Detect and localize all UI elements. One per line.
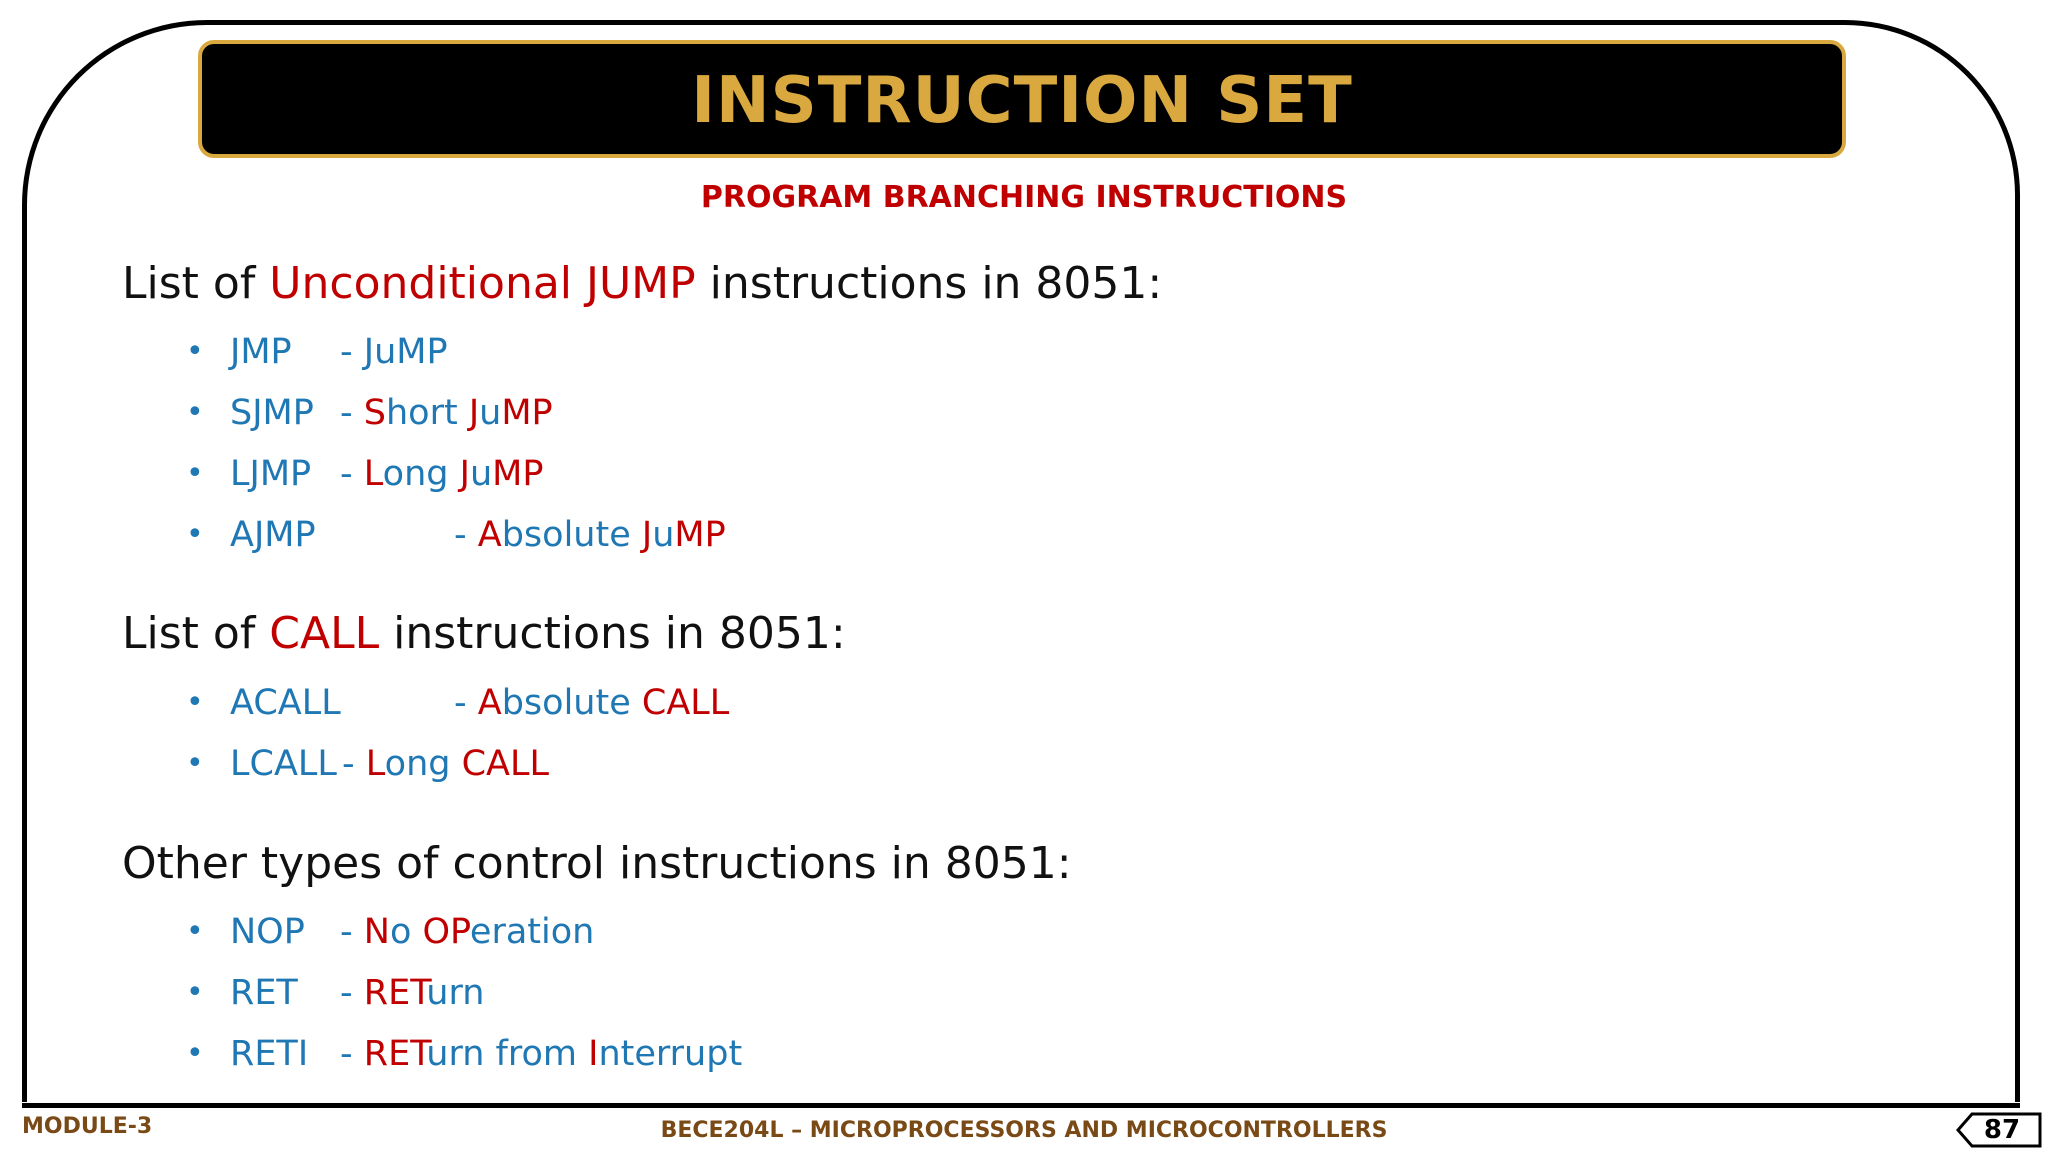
description-segment: bsolute [501,515,642,555]
bullet-icon: • [186,395,204,430]
description-segment: nterrupt [598,1034,743,1074]
heading-suffix: instructions in 8051: [379,608,846,659]
bullet-icon: • [186,456,204,491]
description-segment: - [340,973,364,1013]
description-segment: J [468,393,480,433]
instruction-mnemonic: AJMP [230,515,316,555]
description-segment: J [363,332,375,372]
title-banner [198,40,1846,158]
instruction-mnemonic: LJMP [230,454,312,494]
instruction-mnemonic: RET [230,973,298,1013]
instruction-mnemonic: SJMP [230,393,314,433]
description-segment: - [340,332,364,372]
bullet-icon: • [186,914,204,949]
description-segment: CALL [641,683,730,723]
description-segment: A [477,683,502,723]
bullet-icon: • [186,517,204,552]
slide-subtitle: PROGRAM BRANCHING INSTRUCTIONS [700,180,1348,215]
description-segment: MP [492,454,544,494]
section-heading-unconditional-jump [122,258,1162,309]
description-segment: - [340,454,364,494]
description-segment: N [363,912,390,952]
description-segment: MP [501,393,553,433]
bullet-icon: • [186,1036,204,1071]
heading-suffix: instructions in 8051: [695,258,1163,309]
description-segment: o [389,912,423,952]
description-segment: I [588,1034,599,1074]
instruction-description [340,910,594,954]
section-heading-call [122,608,846,659]
slide-title: INSTRUCTION SET [691,64,1353,138]
heading-prefix: List of [122,608,270,659]
description-segment: - [454,683,478,723]
frame-divider [22,1103,2020,1108]
description-segment: ong [382,454,460,494]
instruction-description [454,681,729,725]
description-segment: ong [384,744,462,784]
description-segment: u [469,454,493,494]
instruction-mnemonic: JMP [230,332,292,372]
instruction-mnemonic: ACALL [230,683,341,723]
description-segment: OP [422,912,470,952]
description-segment: RET [363,973,427,1013]
description-segment: MP [396,332,448,372]
instruction-description [340,391,553,435]
page-number: 87 [1983,1115,2021,1145]
description-segment: J [459,454,470,494]
instruction-description [454,513,726,557]
description-segment: - [340,912,364,952]
description-segment: MP [674,515,726,555]
section-heading-other-control [122,838,1072,889]
footer-module-label: MODULE-3 [22,1114,153,1139]
bullet-icon: • [186,975,204,1010]
description-segment: urn from [426,1034,589,1074]
instruction-description [342,742,549,786]
description-segment: - [340,393,364,433]
instruction-mnemonic: RETI [230,1034,309,1074]
description-segment: hort [385,393,469,433]
description-segment: L [365,744,385,784]
instruction-mnemonic: LCALL [230,744,337,784]
bullet-icon: • [186,334,204,369]
heading-highlight: Unconditional JUMP [269,258,696,309]
footer-course-title: BECE204L – MICROPROCESSORS AND MICROCONTROLLERS [660,1118,1388,1143]
description-segment: u [374,332,397,372]
bullet-icon: • [186,746,204,781]
description-segment: u [479,393,502,433]
description-segment: J [641,515,653,555]
heading-highlight: CALL [269,608,380,659]
description-segment: - [340,1034,364,1074]
instruction-description [340,452,543,496]
instruction-description [340,330,448,374]
description-segment: bsolute [501,683,642,723]
description-segment: S [363,393,386,433]
description-segment: CALL [461,744,549,784]
bullet-icon: • [186,685,204,720]
instruction-description [340,971,484,1015]
instruction-description [340,1032,742,1076]
description-segment: u [652,515,675,555]
heading-prefix: Other types of control instructions in 8051: [122,838,1072,889]
description-segment: eration [469,912,595,952]
description-segment: L [363,454,383,494]
description-segment: - [454,515,478,555]
description-segment: urn [426,973,485,1013]
instruction-mnemonic: NOP [230,912,305,952]
description-segment: RET [363,1034,427,1074]
description-segment: A [477,515,502,555]
heading-prefix: List of [122,258,270,309]
description-segment: - [342,744,366,784]
